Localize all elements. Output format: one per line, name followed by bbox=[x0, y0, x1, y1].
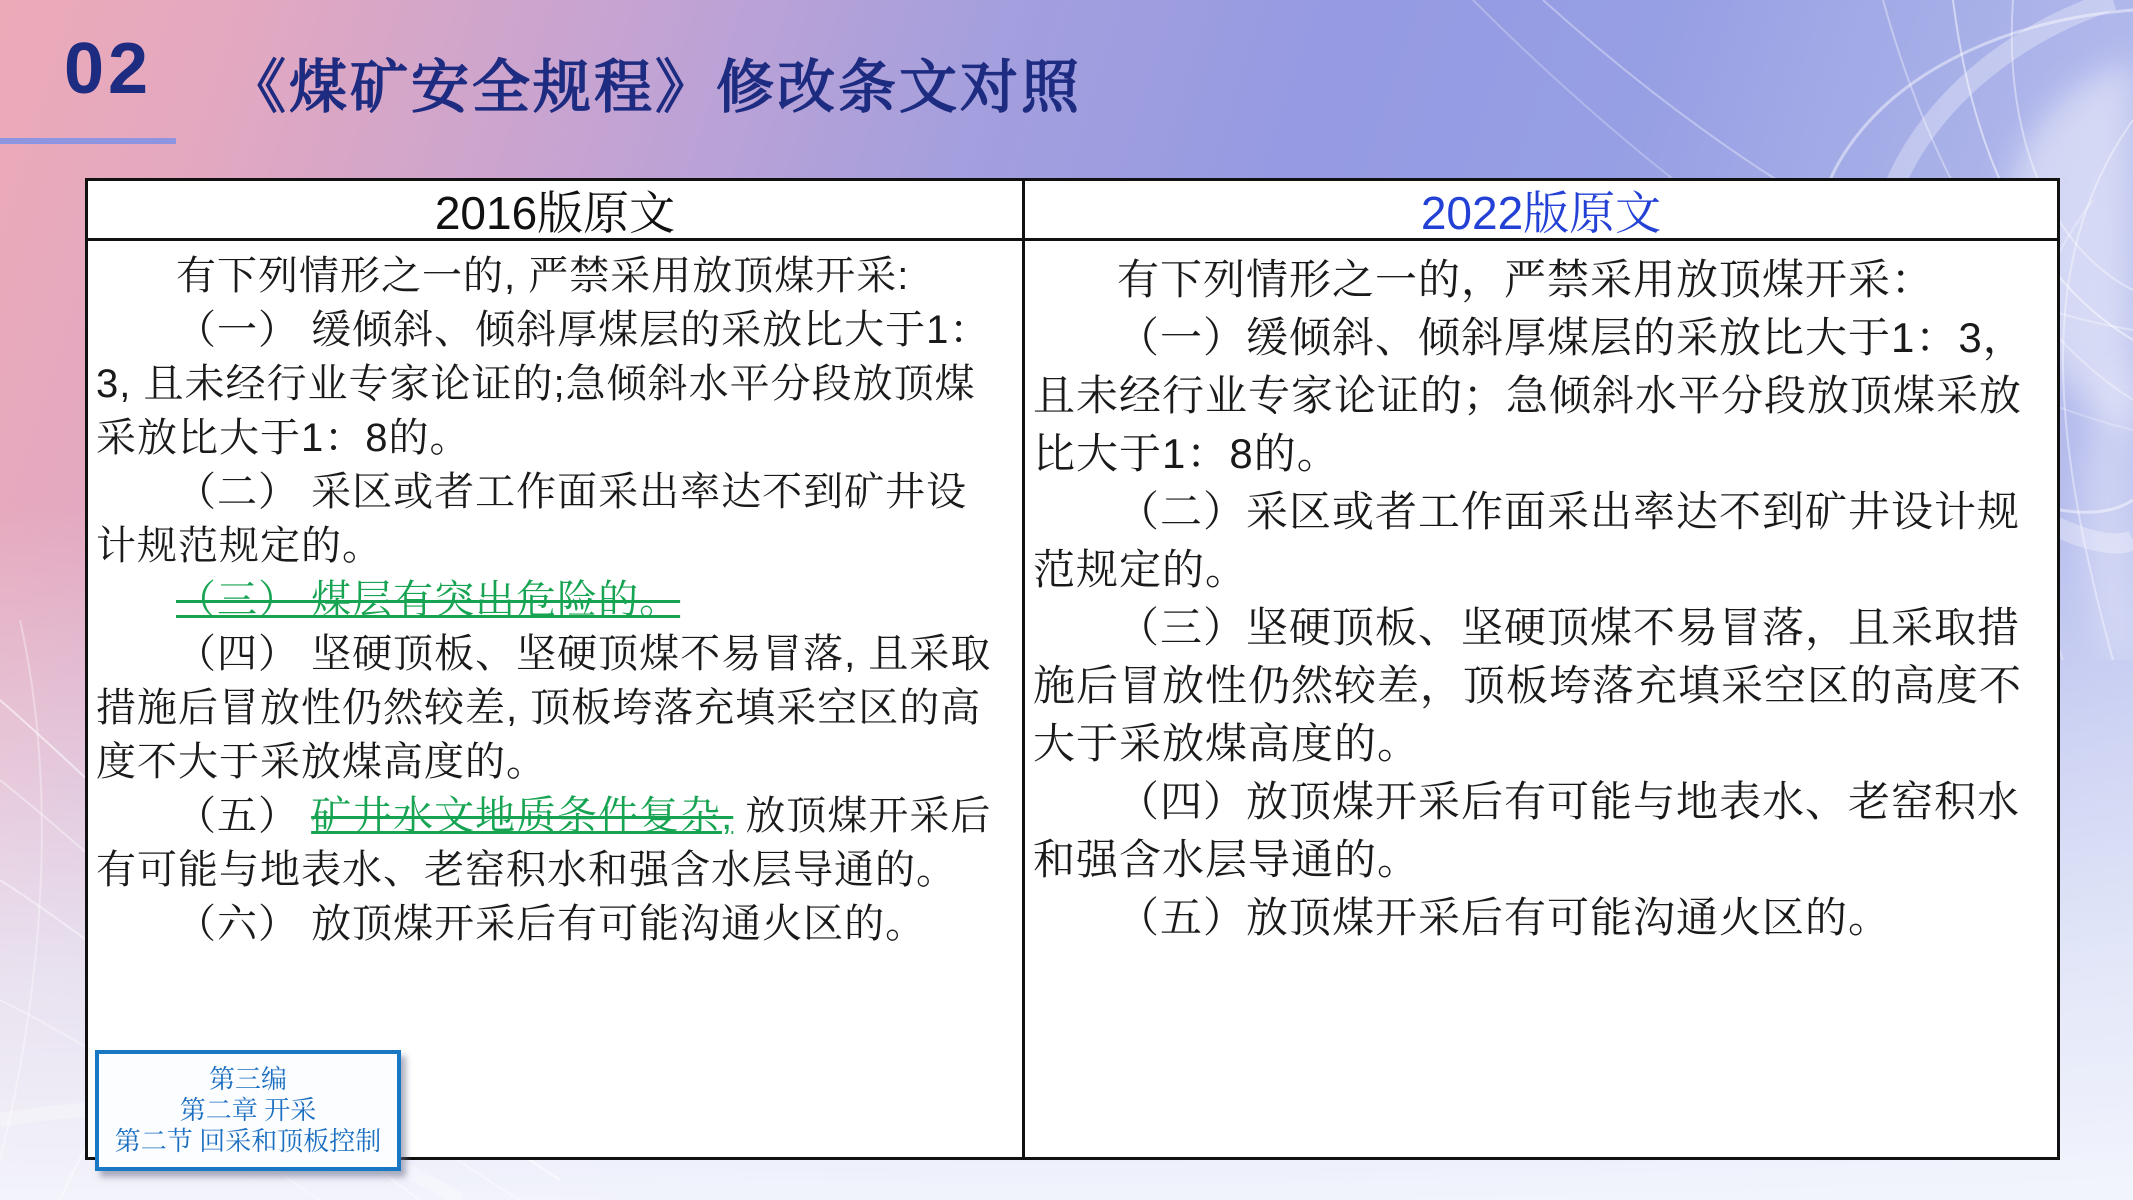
paragraph bbox=[1033, 309, 2043, 483]
text-run: （三）坚硬顶板、坚硬顶煤不易冒落，且采取措施后冒放性仍然较差，顶板垮落充填采空区的高度不大于采放煤高度的。 bbox=[1033, 604, 2023, 767]
paragraph bbox=[1033, 599, 2043, 773]
text-run: 放顶煤开采后有可能与地表水、老窑积水和强含水层导通的。 bbox=[96, 794, 992, 892]
text-run: （五） bbox=[176, 794, 312, 838]
paragraph bbox=[1033, 889, 2043, 947]
text-run: 有下列情形之一的, 严禁采用放顶煤开采: bbox=[176, 254, 910, 298]
paragraph bbox=[1033, 483, 2043, 599]
ref-line: 第二节 回采和顶板控制 bbox=[114, 1127, 382, 1156]
regulation-reference-box bbox=[95, 1050, 401, 1171]
paragraph bbox=[1033, 251, 2043, 309]
paragraph bbox=[96, 627, 996, 789]
ref-line: 第三编 bbox=[208, 1065, 287, 1094]
paragraph bbox=[96, 303, 996, 465]
paragraph bbox=[96, 465, 996, 573]
comparison-table bbox=[85, 178, 2060, 1160]
page-title: 《煤矿安全规程》修改条文对照 bbox=[228, 55, 1083, 120]
paragraph bbox=[96, 897, 996, 951]
text-run: （六） 放顶煤开采后有可能沟通火区的。 bbox=[176, 902, 927, 946]
paragraph bbox=[96, 573, 996, 627]
column-body-2022 bbox=[1022, 241, 2057, 1157]
section-number: 02 bbox=[64, 29, 153, 109]
text-run: （二） 采区或者工作面采出率达不到矿井设计规范规定的。 bbox=[96, 470, 968, 568]
text-run: 有下列情形之一的，严禁采用放顶煤开采： bbox=[1117, 256, 1935, 303]
text-run: （四）放顶煤开采后有可能与地表水、老窑积水和强含水层导通的。 bbox=[1033, 778, 2021, 883]
paragraph bbox=[1033, 773, 2043, 889]
column-header-2016: 2016版原文 bbox=[88, 181, 1022, 241]
deleted-text: 矿井水文地质条件复杂, bbox=[311, 794, 734, 838]
ref-line: 第二章 开采 bbox=[179, 1096, 317, 1125]
paragraph bbox=[96, 249, 996, 303]
column-header-2022: 2022版原文 bbox=[1022, 181, 2057, 241]
text-run: （五）放顶煤开采后有可能沟通火区的。 bbox=[1117, 894, 1892, 941]
column-body-2016 bbox=[88, 241, 1022, 1157]
text-run: （二）采区或者工作面采出率达不到矿井设计规范规定的。 bbox=[1033, 488, 2021, 593]
text-run: （一） 缓倾斜、倾斜厚煤层的采放比大于1：3, 且未经行业专家论证的;急倾斜水平分段放顶煤采放比大于1：8的。 bbox=[96, 308, 991, 460]
deleted-text: （三） 煤层有突出危险的。 bbox=[176, 578, 681, 622]
section-number-underline bbox=[0, 138, 176, 144]
text-run: （四） 坚硬顶板、坚硬顶煤不易冒落, 且采取措施后冒放性仍然较差, 顶板垮落充填采空区的高度不大于采放煤高度的。 bbox=[96, 632, 992, 784]
text-run: （一）缓倾斜、倾斜厚煤层的采放比大于1：3，且未经行业专家论证的；急倾斜水平分段放顶煤采放比大于1：8的。 bbox=[1033, 314, 2026, 477]
paragraph bbox=[96, 789, 996, 897]
